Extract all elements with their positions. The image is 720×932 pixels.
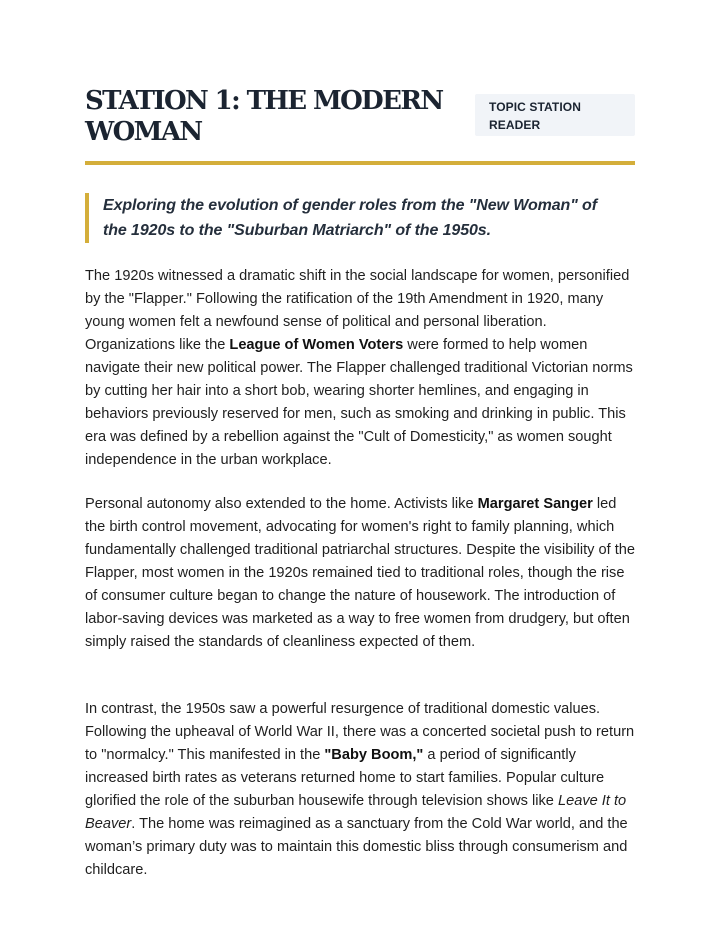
page-header (85, 0, 635, 160)
topic-station-badge (475, 94, 635, 136)
baby-boom-term: "Baby Boom," (324, 747, 424, 763)
page-title-line-2: WOMAN (85, 117, 202, 147)
paragraph-text: . The home was reimagined as a sanctuary from the Cold War world, and the woman’s primary duty was to maintain this domestic bliss through consumerism and childcare. (85, 816, 628, 878)
league-of-women-voters-term: League of Women Voters (229, 337, 404, 353)
paragraph-text: The 1920s witnessed a dramatic shift in the social landscape for women, personified by the "Flapper." Following the ratification of the 19th Amendment in 1920, many young women felt a newfound sense of political and personal liberation. Organizations like the (85, 268, 630, 353)
paragraph-text: Personal autonomy also extended to the home. Activists like (85, 496, 478, 512)
badge-line-2: READER (489, 118, 541, 132)
header-divider (85, 161, 635, 165)
badge-line-1: TOPIC STATION (489, 100, 581, 114)
page-title (85, 86, 445, 148)
intro-line-2: the 1920s to the "Suburban Matriarch" of the 1950s. (103, 222, 491, 239)
paragraph-text: were formed to help women navigate their new political power. The Flapper challenged traditional Victorian norms by cutting her hair into a short bob, wearing shorter hemlines, and engaging in behaviors previously reserved for men, such as smoking and drinking in public. This era was defined by a rebellion against the "Cult of Domesticity," as women sought independence in the urban workplace. (85, 337, 633, 468)
paragraph-personal-autonomy (85, 493, 637, 654)
intro-callout (85, 193, 635, 243)
paragraph-text: led the birth control movement, advocating for women's right to family planning, which fundamentally challenged traditional patriarchal structures. Despite the visibility of the Flapper, most women in the 1920s remained tied to traditional roles, though the rise of consumer culture began to change the nature of housework. The introduction of labor-saving devices was marketed as a way to free women from drudgery, but often simply raised the standards of cleanliness expected of them. (85, 496, 635, 650)
leave-it-to-beaver-title: Leave It to Beaver (85, 793, 627, 832)
page-title-line-1: STATION 1: THE MODERN (85, 86, 443, 116)
paragraph-1950s-domesticity (85, 698, 637, 882)
reader-page (85, 0, 635, 878)
paragraph-text: a period of significantly increased birth rates as veterans returned home to start families. Popular culture glorified the role of the suburban housewife through television shows like (85, 747, 605, 809)
intro-line-1: Exploring the evolution of gender roles from the "New Woman" of (103, 197, 597, 214)
paragraph-1920s-flapper (85, 265, 637, 472)
margaret-sanger-term: Margaret Sanger (477, 496, 593, 512)
paragraph-text: In contrast, the 1950s saw a powerful resurgence of traditional domestic values. Following the upheaval of World War II, there was a concerted societal push to return to "normalcy." This manifested in the (85, 701, 635, 763)
